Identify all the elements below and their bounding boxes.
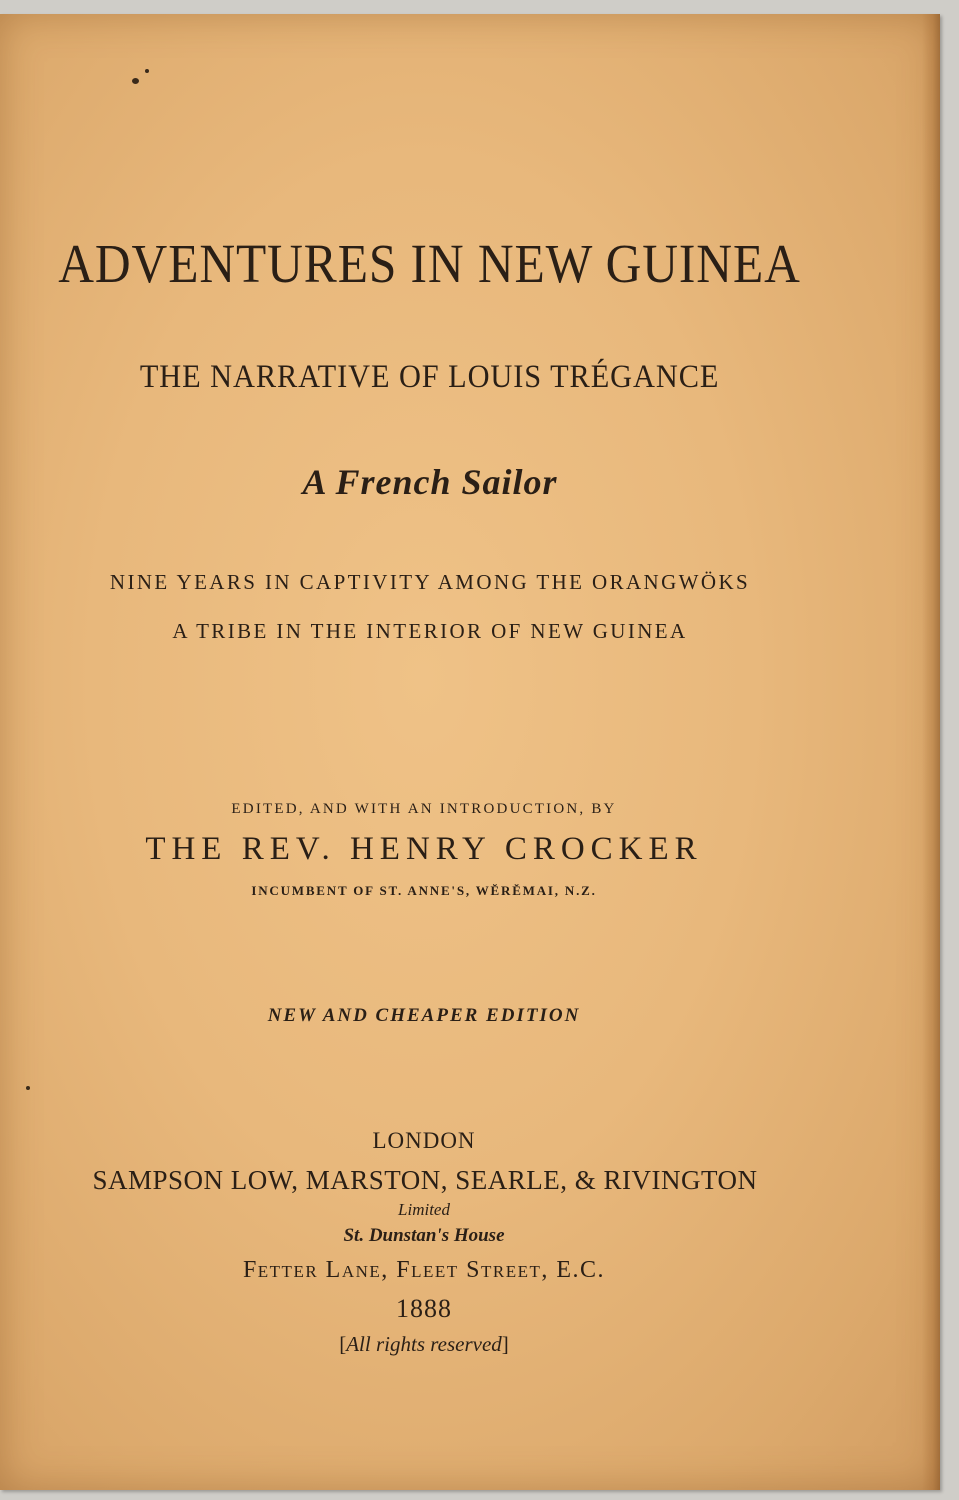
rights-bracket-close: ] <box>501 1332 509 1356</box>
imprint-address: Fetter Lane, Fleet Street, E.C. <box>242 1257 606 1283</box>
tagline-line-1: NINE YEARS IN CAPTIVITY AMONG THE ORANGWÖKS <box>109 570 751 594</box>
imprint-house: St. Dunstan's House <box>343 1225 505 1246</box>
page-edge-shadow <box>922 14 940 1490</box>
ink-speck <box>132 78 139 84</box>
imprint-publisher: SAMPSON LOW, MARSTON, SEARLE, & RIVINGTON <box>92 1165 758 1195</box>
imprint-city: LONDON <box>372 1128 476 1153</box>
editor-role: INCUMBENT OF ST. ANNE'S, WĔRĔMAI, N.Z. <box>251 883 597 898</box>
title-page <box>0 14 940 1490</box>
edition-note: NEW AND CHEAPER EDITION <box>267 1005 581 1026</box>
book-title: ADVENTURES IN NEW GUINEA <box>58 233 801 294</box>
imprint-year: 1888 <box>396 1294 452 1323</box>
rights-text: All rights reserved <box>346 1332 502 1356</box>
edited-by-line: EDITED, AND WITH AN INTRODUCTION, BY <box>231 801 617 817</box>
ink-speck <box>26 1086 30 1090</box>
rights-notice <box>0 1332 854 1357</box>
tagline-line-2: A TRIBE IN THE INTERIOR OF NEW GUINEA <box>172 619 688 643</box>
book-subtitle: THE NARRATIVE OF LOUIS TRÉGANCE <box>139 359 720 395</box>
editor-name: THE REV. HENRY CROCKER <box>145 831 703 867</box>
rights-bracket-open: [ <box>339 1332 347 1356</box>
book-descriptor: A French Sailor <box>302 462 558 502</box>
ink-speck <box>145 69 149 73</box>
imprint-limited: Limited <box>398 1200 450 1219</box>
